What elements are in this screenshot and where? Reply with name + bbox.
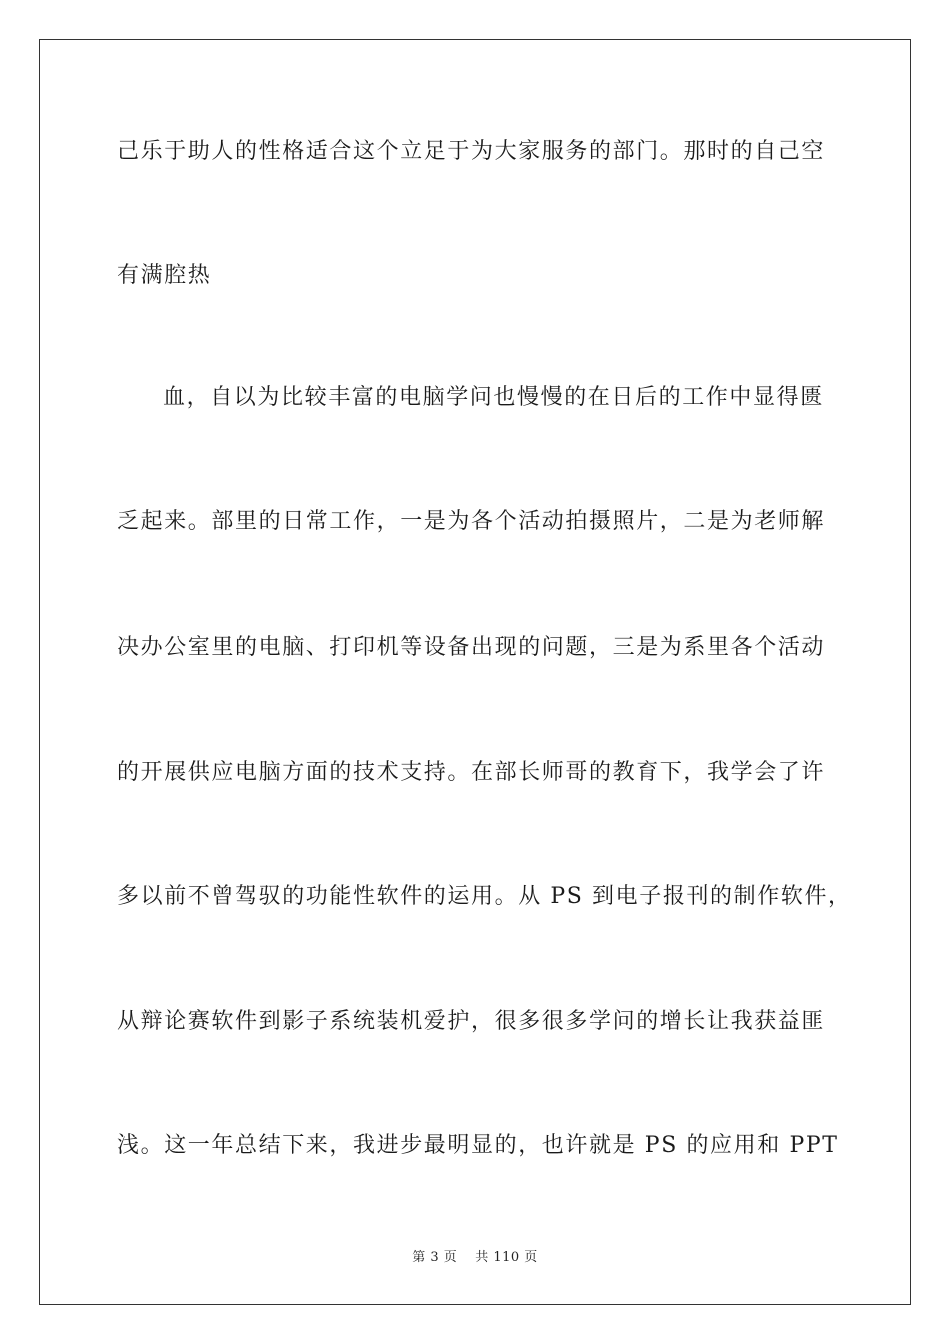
- text-line-5: 决办公室里的电脑、打印机等设备出现的问题，三是为系里各个活动: [117, 635, 826, 660]
- page-border: [39, 39, 911, 1305]
- text-line-6: 的开展供应电脑方面的技术支持。在部长师哥的教育下，我学会了许: [117, 760, 826, 785]
- total-pages: 共 110 页: [475, 1250, 538, 1265]
- text-line-7: 多以前不曾驾驭的功能性软件的运用。从 PS 到电子报刊的制作软件，: [117, 884, 852, 909]
- page-footer: [0, 1246, 950, 1265]
- text-line-3: 血，自以为比较丰富的电脑学问也慢慢的在日后的工作中显得匮: [163, 385, 824, 410]
- page-number: 第 3 页: [412, 1250, 458, 1265]
- text-line-2: 有满腔热: [117, 263, 212, 288]
- text-line-9: 浅。这一年总结下来，我进步最明显的，也许就是 PS 的应用和 PPT: [117, 1133, 839, 1158]
- text-line-1: 己乐于助人的性格适合这个立足于为大家服务的部门。那时的自己空: [117, 139, 826, 164]
- text-line-4: 乏起来。部里的日常工作，一是为各个活动拍摄照片，二是为老师解: [117, 509, 826, 534]
- text-line-8: 从辩论赛软件到影子系统装机爱护，很多很多学问的增长让我获益匪: [117, 1009, 826, 1034]
